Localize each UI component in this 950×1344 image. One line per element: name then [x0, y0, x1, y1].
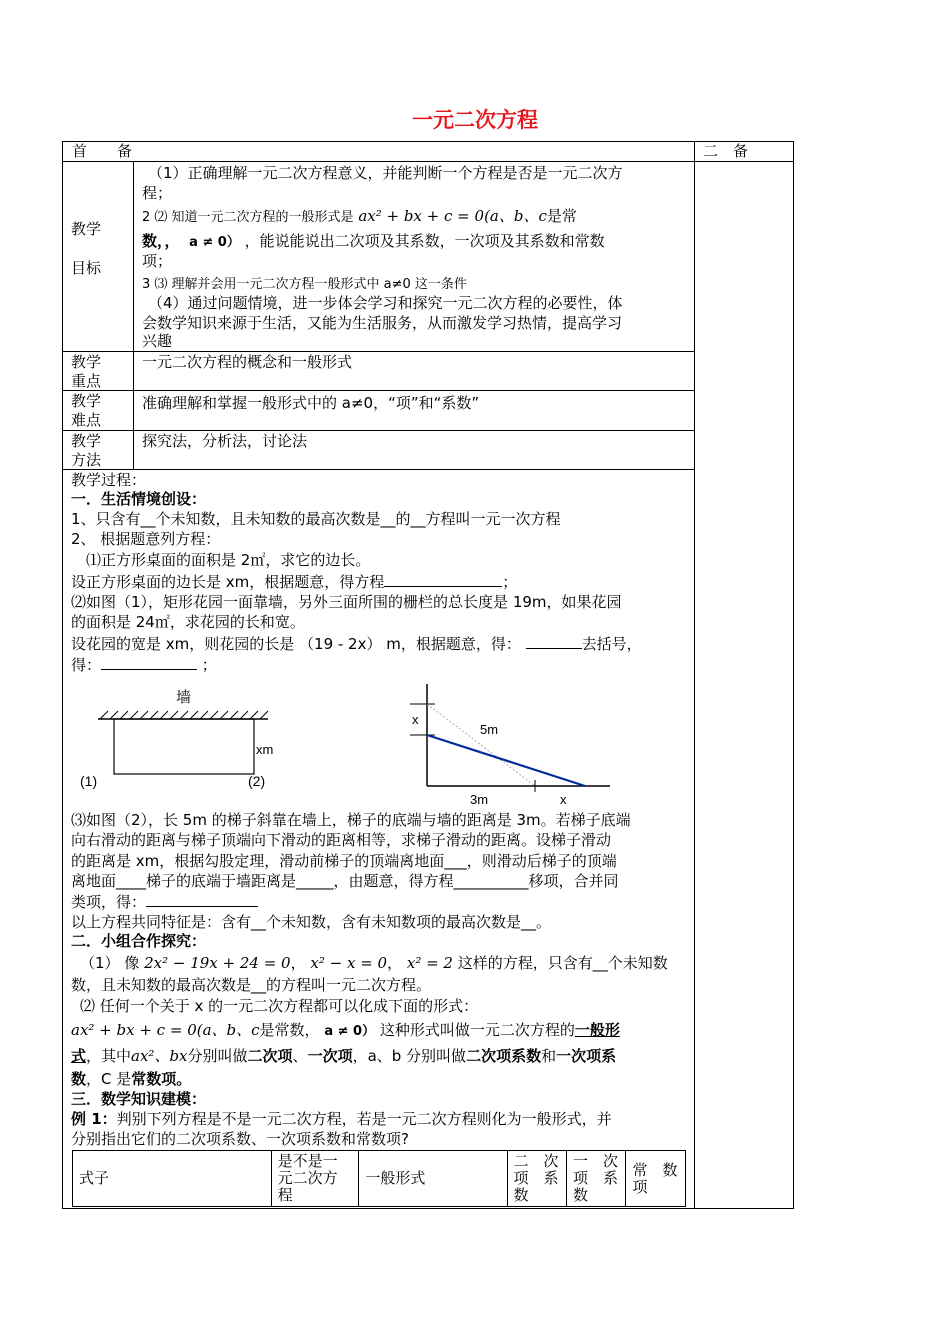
column-divider — [694, 141, 695, 1209]
process-line: ⑴正方形桌面的面积是 2㎡，求它的边长。 — [86, 551, 371, 569]
goal-4: （4）通过问题情境，进一步体会学习和探究一元二次方程的必要性，体 — [148, 294, 623, 312]
process-line: 2、 根据题意列方程： — [71, 530, 221, 548]
wall-hatching — [100, 711, 268, 719]
wall-label: 墙 — [176, 689, 192, 706]
goals-label: 教学 — [71, 220, 102, 238]
process-line: 1、只含有__个未知数，且未知数的最高次数是__的__方程叫一元一次方程 — [71, 510, 561, 528]
method-text: 探究法，分析法，讨论法 — [142, 432, 308, 450]
goal-4-cont: 会数学知识来源于生活，又能为生活服务，从而激发学习热情，提高学习 — [142, 314, 623, 332]
method-label: 教学 — [71, 432, 102, 450]
goal-1: （1）正确理解一元二次方程意义，并能判断一个方程是否是一元二次方 — [148, 164, 623, 182]
general-form-formula: ax² + bx + c = 0(a、b、c — [358, 207, 547, 225]
table-header-cell: 二 次 项 系 数 — [507, 1151, 566, 1207]
section-2-heading: 二．小组合作探究： — [71, 932, 207, 950]
section-1-heading: 一．生活情境创设： — [71, 490, 207, 508]
process-line: 类项，得： — [71, 892, 258, 912]
process-line: ⑶如图（2），长 5m 的梯子斜靠在墙上，梯子的底端与墙的距离是 3m。若梯子底端 — [71, 811, 631, 829]
key-label: 重点 — [71, 372, 102, 390]
page-title: 一元二次方程 — [412, 108, 538, 132]
difficult-label: 难点 — [71, 411, 102, 429]
header-divider — [62, 161, 794, 162]
row-divider — [62, 351, 694, 352]
general-form-line: ax² + bx + c = 0(a、b、c是常数， a ≠ 0） 这种形式叫做一元二次方程的一般形 — [71, 1021, 620, 1039]
example-1: 例 1：判别下列方程是不是一元二次方程，若是一元二次方程则化为一般形式，并 — [71, 1110, 612, 1128]
row-divider — [62, 469, 694, 470]
figure-garden — [80, 682, 290, 792]
key-label: 教学 — [71, 353, 102, 371]
goal-2: 2 ⑵ 知道一元二次方程的一般形式是 ax² + bx + c = 0(a、b、c是常 — [142, 207, 577, 225]
figure-2-label: (2) — [248, 773, 266, 789]
process-line: 得： ； — [71, 656, 217, 674]
key-text: 一元二次方程的概念和一般形式 — [142, 353, 353, 371]
header-second-prep: 二 备 — [703, 142, 749, 160]
process-line: ⑵如图（1），矩形花园一面靠墙，另外三面所围的栅栏的总长度是 19m，如果花园 — [71, 593, 622, 611]
example-1-cont: 分别指出它们的二次项系数、一次项系数和常数项? — [71, 1130, 409, 1148]
process-line: 的面积是 24㎡，求花园的长和宽。 — [71, 613, 305, 631]
example-table — [72, 1150, 686, 1207]
row-divider — [62, 390, 694, 391]
base-distance-label: 3m — [470, 792, 489, 807]
process-line: （1） 像 2x² − 19x + 24 = 0， x² − x = 0， x² = 2 这样的方程，只含有__个未知数 — [80, 954, 668, 972]
slide-label: x — [560, 792, 567, 807]
method-label: 方法 — [71, 451, 102, 469]
table-header-cell: 一般形式 — [359, 1151, 507, 1207]
header-first-prep: 首 备 — [72, 142, 133, 160]
process-line: 数，且未知数的最高次数是__的方程叫一元二次方程。 — [71, 976, 432, 994]
process-line: 离地面____梯子的底端于墙距离是_____，由题意，得方程__________移项，合并同 — [71, 872, 619, 890]
drop-label: x — [412, 712, 419, 727]
table-header-cell: 一 次 项 系 数 — [567, 1151, 626, 1207]
garden-rect — [114, 719, 254, 774]
section-3-heading: 三．数学知识建模： — [71, 1090, 207, 1108]
process-line: 设正方形桌面的边长是 xm，根据题意，得方程 ； — [71, 573, 518, 591]
difficult-text: 准确理解和掌握一般形式中的 a≠0，“项”和“系数” — [142, 394, 480, 412]
process-line: 以上方程共同特征是：含有__个未知数，含有未知数项的最高次数是__。 — [71, 913, 552, 931]
figure-ladder — [400, 682, 615, 810]
goal-2-cont: 数，， a ≠ 0） ，能说能说出二次项及其系数，一次项及其系数和常数 — [142, 232, 605, 250]
figure-1-label: (1) — [80, 773, 98, 789]
row-divider — [62, 430, 694, 431]
table-header-row — [73, 1151, 686, 1207]
process-heading: 教学过程： — [71, 471, 147, 489]
table-header-cell: 是不是一 元二次方 程 — [271, 1151, 359, 1207]
ladder-length-label: 5m — [480, 722, 499, 737]
definition-line-end: 数，C 是常数项。 — [71, 1070, 192, 1088]
column-divider — [133, 161, 134, 469]
ladder-after — [427, 735, 585, 786]
goal-4-end: 兴趣 — [142, 332, 173, 350]
width-label: xm — [256, 742, 274, 757]
table-header-cell: 常 数 项 — [626, 1151, 686, 1207]
goal-2-end: 项； — [142, 252, 173, 270]
table-header-cell: 式子 — [73, 1151, 272, 1207]
process-line: 设花园的宽是 xm，则花园的长是 （19 - 2x） m，根据题意，得： 去括号， — [71, 635, 642, 653]
goals-label: 目标 — [71, 259, 102, 277]
process-line: 的距离是 xm，根据勾股定理，滑动前梯子的顶端离地面___，则滑动后梯子的顶端 — [71, 852, 617, 870]
goal-1-cont: 程； — [142, 184, 173, 202]
definition-line: 式，其中ax²、bx分别叫做二次项、一次项，a、b 分别叫做二次项系数和一次项系 — [71, 1047, 617, 1065]
process-line: 向右滑动的距离与梯子顶端向下滑动的距离相等，求梯子滑动的距离。设梯子滑动 — [71, 831, 612, 849]
difficult-label: 教学 — [71, 392, 102, 410]
ladder-before — [427, 704, 535, 786]
process-line: ⑵ 任何一个关于 x 的一元二次方程都可以化成下面的形式： — [80, 997, 479, 1015]
goal-3: 3 ⑶ 理解并会用一元二次方程一般形式中 a≠0 这一条件 — [142, 277, 467, 292]
